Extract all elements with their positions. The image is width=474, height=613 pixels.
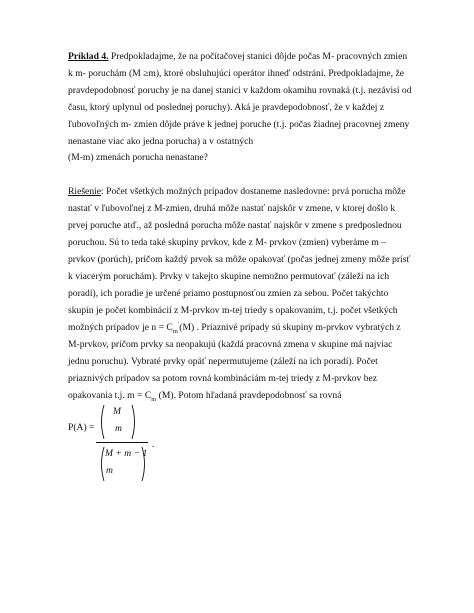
solution-label: Riešenie [68, 186, 102, 197]
p1-line7: (M-m) zmenách porucha nenastane? [68, 152, 208, 163]
p2-line2: nastať v ľubovoľnej z M-zmien, druhá môže nastať najskôr v zmene, v ktorej došlo k [68, 203, 396, 214]
p1-line2: k m- poruchám (M ≥m), ktoré obsluhujúci operátor ihneď odstráni. Predpokladajme, že [68, 68, 404, 79]
formula-trailing-period: . [152, 439, 155, 450]
denominator-bottom: m [106, 465, 113, 476]
p1-line6: nenastane viac ako jedna porucha) a v ostatných [68, 136, 254, 147]
numerator-right-paren [131, 404, 137, 440]
p2-line10: M-prvkov, pričom prvky sa neopakujú (každá pracovná zmena v skupine má najviac [68, 339, 393, 350]
p1-line1: Príklad 4. Predpokladajme, že na počítačovej stanici dôjde počas M- pracovných zmien [68, 51, 408, 62]
p2-line11: jednu poruchu). Vybraté prvky opäť nepermutujeme (záleží na ich poradí). Počet [68, 356, 378, 367]
p2-line6: k viacerým poruchám). Prvky v takejto skupine nemožno permutovať (záleží na ich [68, 271, 390, 282]
numerator-left-paren [99, 404, 105, 440]
example-heading: Príklad 4. [68, 51, 109, 62]
numerator-bottom: m [115, 423, 122, 434]
p1-line4: času, ktorý uplynul od poslednej poruchy). Aká je pravdepodobnosť, že v každej z [68, 102, 385, 113]
p2-line3: prvej poruche atď., až posledná porucha môže nastať najskôr v zmene s predposlednou [68, 220, 402, 231]
denominator-top: M + m − 1 [105, 448, 148, 459]
p1-line5: ľubovoľných m- zmien dôjde práve k jednej poruche (t.j. počas žiadnej pracovnej zmeny [68, 119, 410, 130]
p2-line12: priaznivých prípadov sa potom rovná kombináciám m-tej triedy z M-prvkov bez [68, 373, 378, 384]
p2-line13: opakovania t.j. $m = C_m$ (M). Potom hľadaná pravdepodobnosť sa rovná [68, 390, 342, 403]
numerator-top: M [113, 406, 121, 417]
denominator-right-paren [141, 446, 147, 482]
p2-line8: skupín je počet kombinácií z M-prvkov m-tej triedy s opakovaním, t.j. počet všetkých [68, 305, 398, 316]
p2-line9: možných prípadov je $n = C_m'(M)$ . Priaznivé prípady sú skupiny m-prvkov vybratých z [68, 320, 401, 335]
fraction-bar [96, 442, 148, 443]
p2-line1: Riešenie: Počet všetkých možných prípadov dostaneme nasledovne: prvá porucha môže [68, 186, 406, 197]
p1-line3: pravdepodobnosť poruchy je na danej stanici v každom okamihu rovnaká (t.j. nezávisí od [68, 85, 412, 96]
p2-line7: poradí), ich poradie je určené priamo postupnosťou zmien za sebou. Počet takýchto [68, 288, 389, 299]
p2-line4: poruchou. Sú to teda také skupiny prvkov, kde z M- prvkov (zmien) vyberáme m – [68, 237, 387, 248]
formula-lhs: P(A) = [68, 422, 95, 433]
p2-line5: prvkov (porúch), pričom každý prvok sa môže opakovať (počas jednej zmeny môže prísť [68, 254, 411, 265]
